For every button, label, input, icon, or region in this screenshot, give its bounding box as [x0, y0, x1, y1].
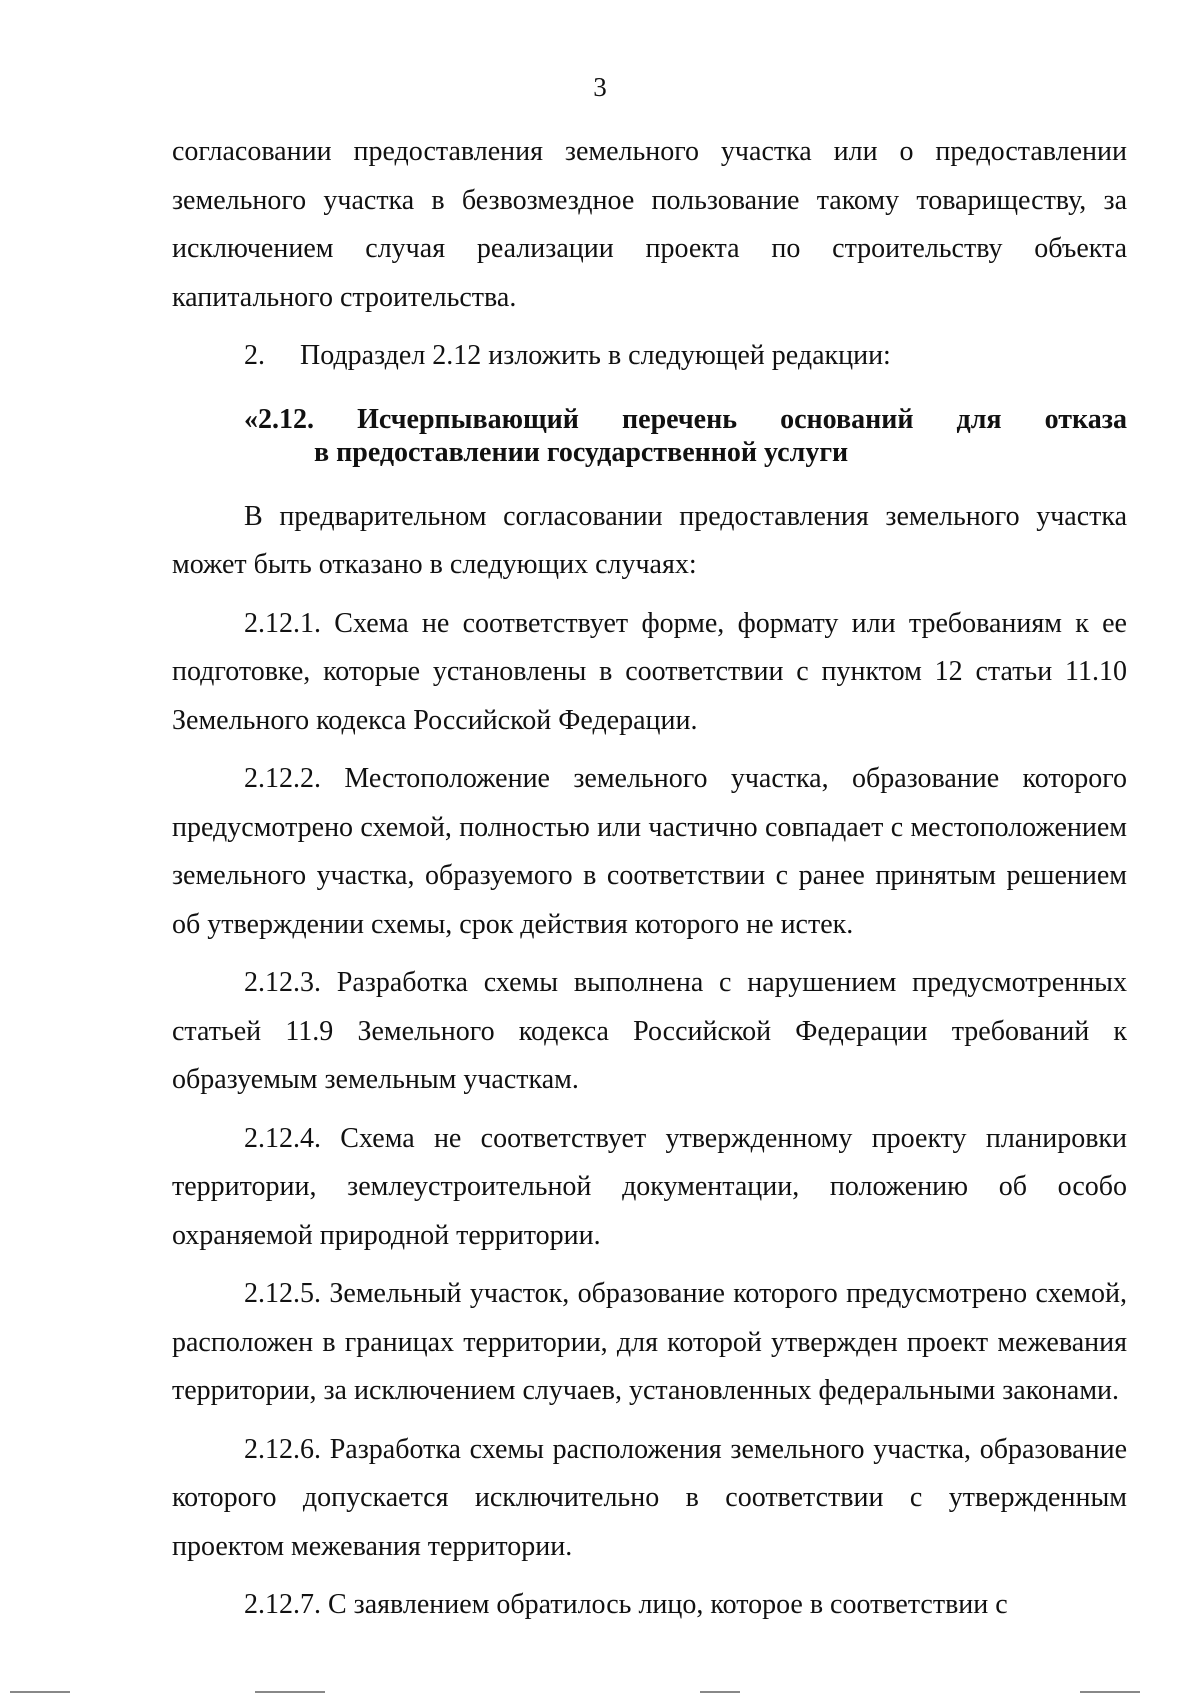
clause-2-12-2: 2.12.2. Местоположение земельного участка, образование которого предусмотрено схемой, полностью или частично совпадает с местоположением земельного участка, образуемого в соответствии с ранее принятым решением об утверждении схемы, срок действия которого не истек.	[172, 763, 1127, 940]
section-heading-line-1: «2.12. Исчерпывающий перечень оснований для отказа	[244, 403, 1127, 435]
clause-2-12-3: 2.12.3. Разработка схемы выполнена с нарушением предусмотренных статьей 11.9 Земельного кодекса Российской Федерации требований к образуемым земельным участкам.	[172, 967, 1127, 1095]
continuation-paragraph: согласовании предоставления земельного участка или о предоставлении земельного участка в безвозмездное пользование такому товариществу, за исключением случая реализации проекта по строительству объекта капитального строительства.	[172, 136, 1127, 313]
scan-artifact	[10, 1691, 70, 1693]
clause-2-12-7: 2.12.7. С заявлением обратилось лицо, которое в соответствии с	[244, 1589, 1008, 1620]
clause-2-12-1: 2.12.1. Схема не соответствует форме, формату или требованиям к ее подготовке, которые установлены в соответствии с пунктом 12 статьи 11.10 Земельного кодекса Российской Федерации.	[172, 607, 1127, 736]
section-heading	[172, 403, 1127, 469]
amendment-item-2: 2. Подраздел 2.12 изложить в следующей редакции:	[244, 340, 891, 371]
intro-paragraph: В предварительном согласовании предоставления земельного участка может быть отказано в следующих случаях:	[172, 500, 1127, 580]
clause-2-12-5: 2.12.5. Земельный участок, образование которого предусмотрено схемой, расположен в границах территории, для которой утвержден проект межевания территории, за исключением случаев, установленных федеральными законами.	[172, 1278, 1127, 1406]
scan-artifact	[255, 1691, 325, 1693]
section-heading-line-2: в предоставлении государственной услуги	[314, 436, 849, 468]
document-body	[172, 128, 1127, 1630]
page-number: 3	[593, 72, 607, 102]
clause-2-12-4: 2.12.4. Схема не соответствует утвержденному проекту планировки территории, землеустроительной документации, положению об особо охраняемой природной территории.	[172, 1122, 1127, 1251]
scan-artifact	[700, 1691, 740, 1693]
scan-artifact	[1080, 1691, 1140, 1693]
clause-2-12-6: 2.12.6. Разработка схемы расположения земельного участка, образование которого допускается исключительно в соответствии с утвержденным проектом межевания территории.	[172, 1433, 1127, 1562]
